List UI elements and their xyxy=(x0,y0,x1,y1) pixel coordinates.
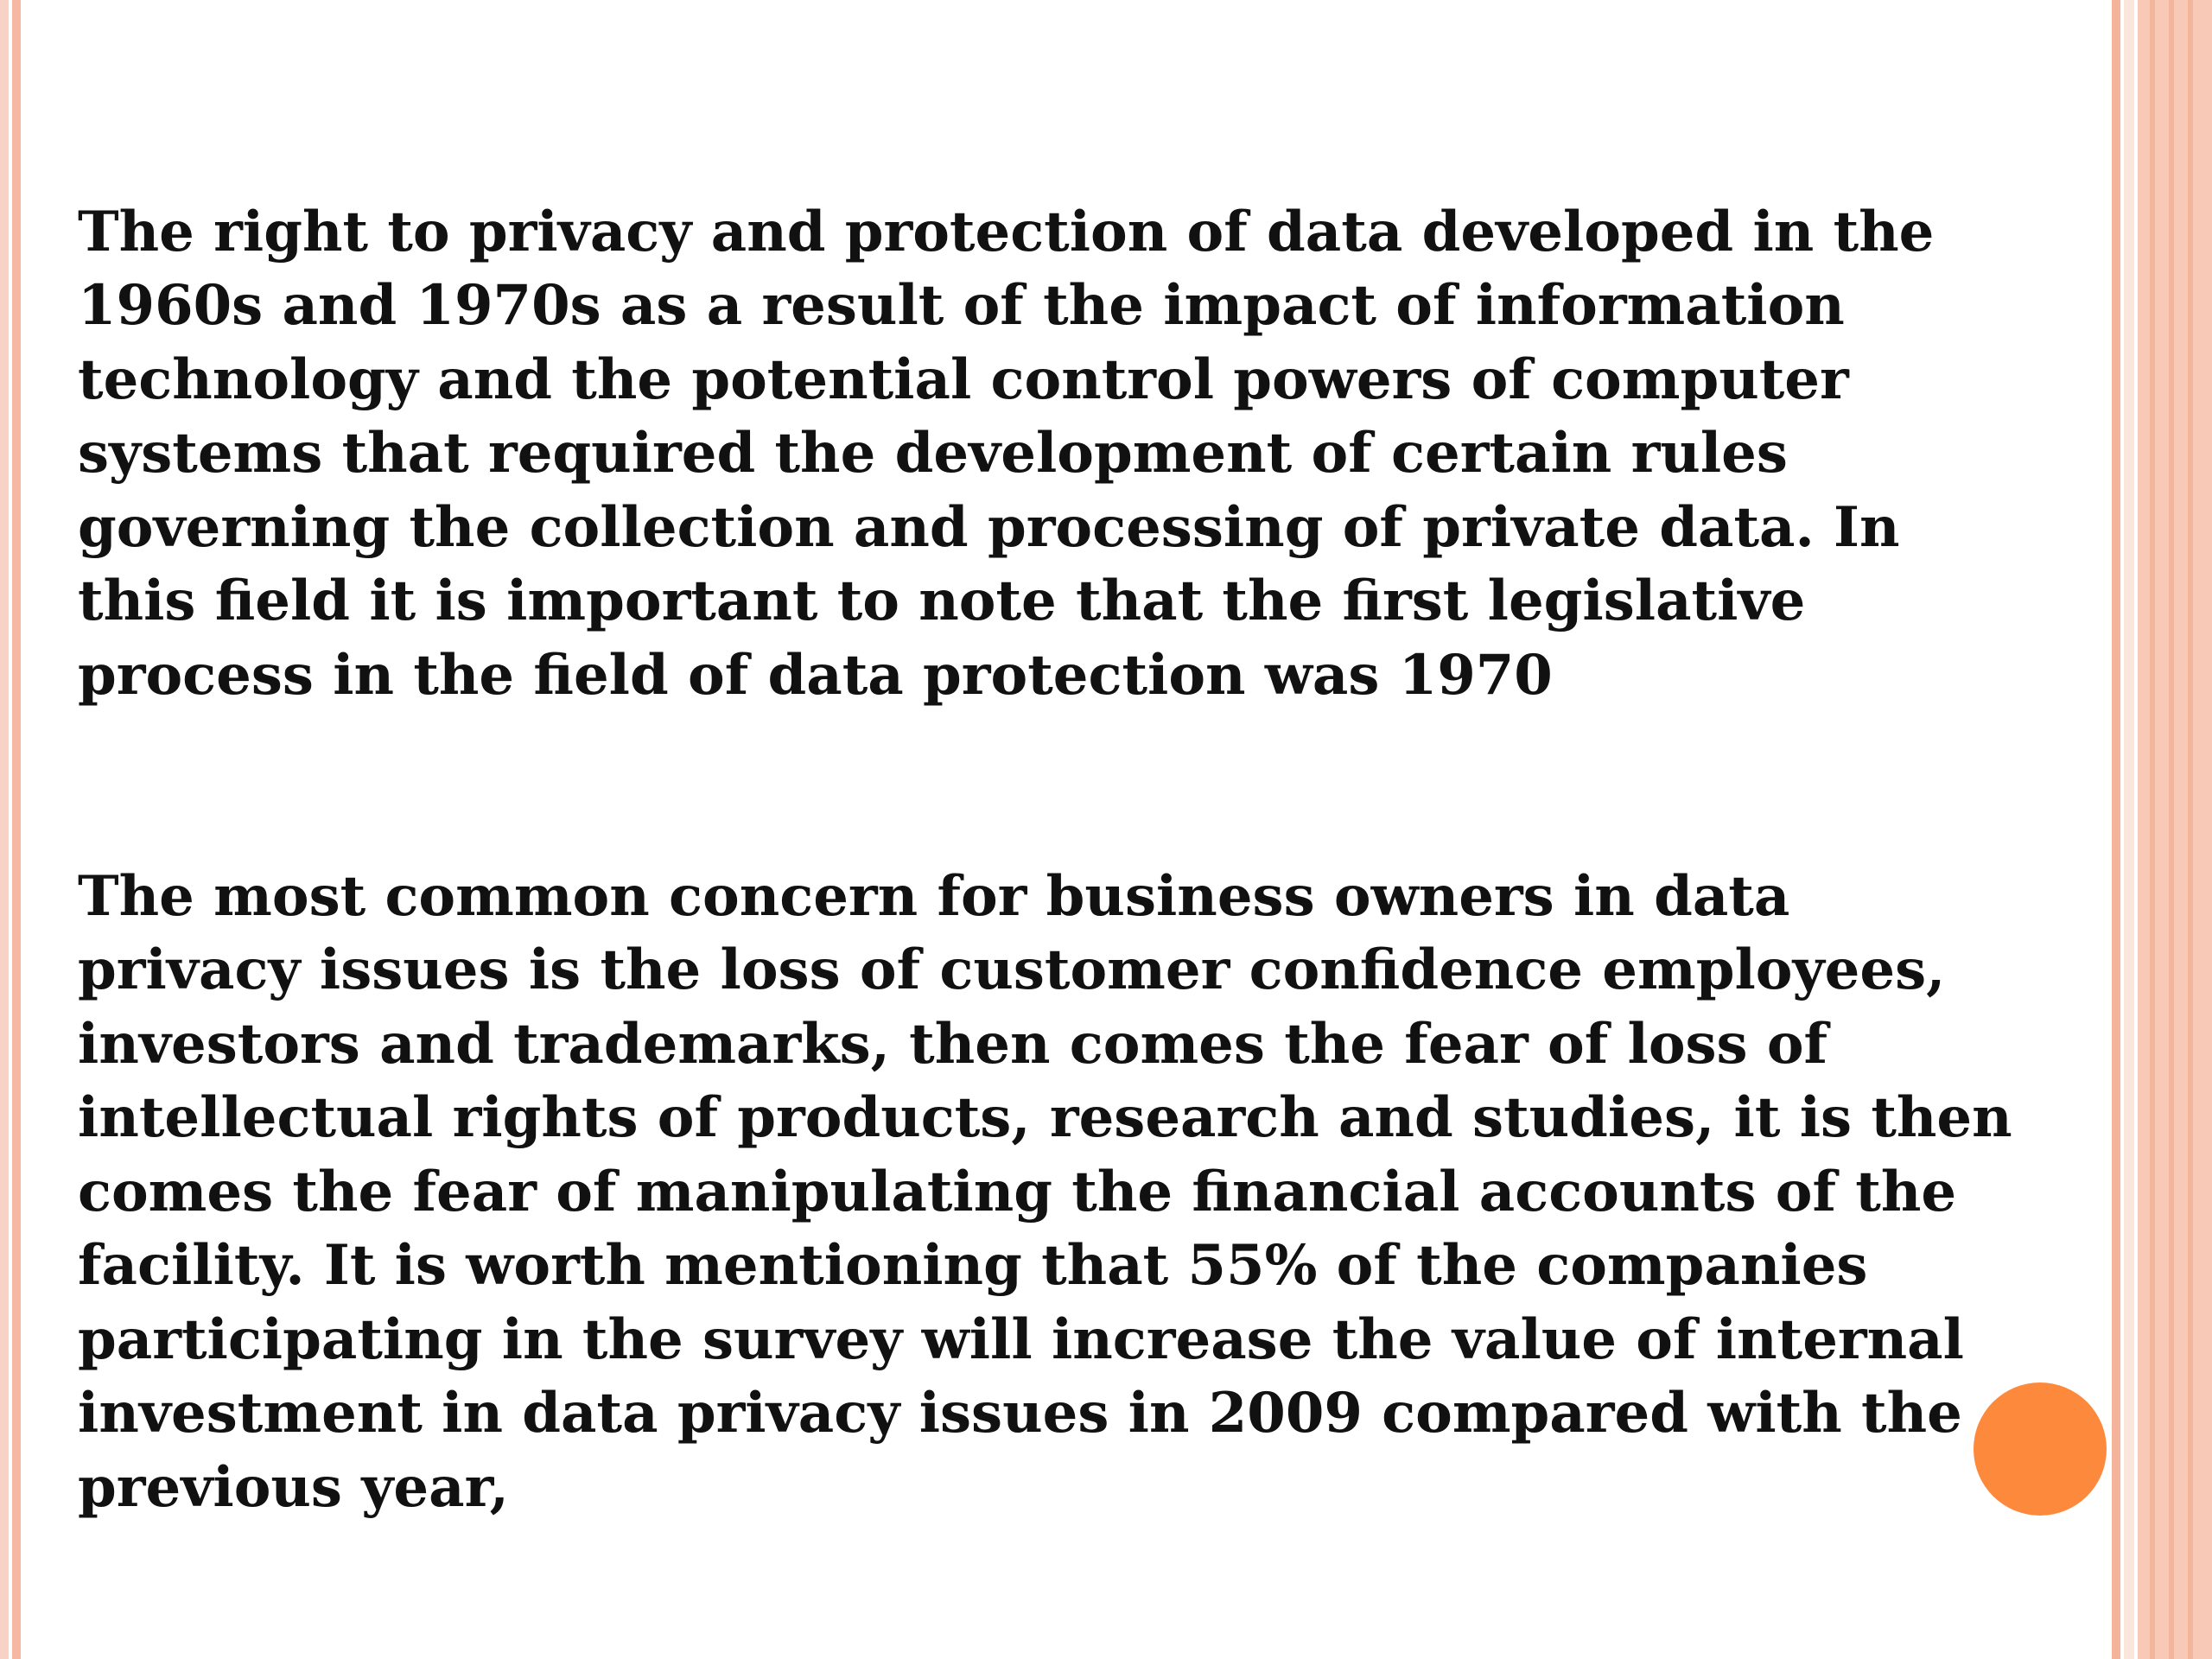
right-border-band xyxy=(2124,0,2134,1659)
left-decorative-border xyxy=(0,0,28,1659)
right-border-stripe xyxy=(2188,0,2193,1659)
right-border-band xyxy=(2112,0,2120,1659)
right-border-stripe xyxy=(2169,0,2174,1659)
slide-body xyxy=(78,121,2065,1599)
orange-circle-decoration xyxy=(1974,1382,2107,1516)
left-border-band xyxy=(0,0,9,1659)
right-decorative-border xyxy=(2112,0,2212,1659)
right-border-stripe xyxy=(2150,0,2155,1659)
paragraph-business-concerns: The most common concern for business owners in data privacy issues is the loss of customer confidence employees, investors and trademarks, then comes the fear of loss of intellectual rights of products, research and studies, it is then comes the fear of manipulating the financial accounts of the facility. It is worth mentioning that 55% of the companies participating in the survey will increase the value of internal investment in data privacy issues in 2009 compared with the previous year, xyxy=(78,863,2012,1520)
right-border-band xyxy=(2138,0,2212,1659)
left-border-band xyxy=(12,0,21,1659)
paragraph-data-privacy-history: The right to privacy and protection of data developed in the 1960s and 1970s as a result of the impact of information technology and the potential control powers of computer systems that required the development of certain rules governing the collection and processing of private data. In this field it is important to note that the first legislative process in the field of data protection was 1970 xyxy=(78,199,1935,708)
